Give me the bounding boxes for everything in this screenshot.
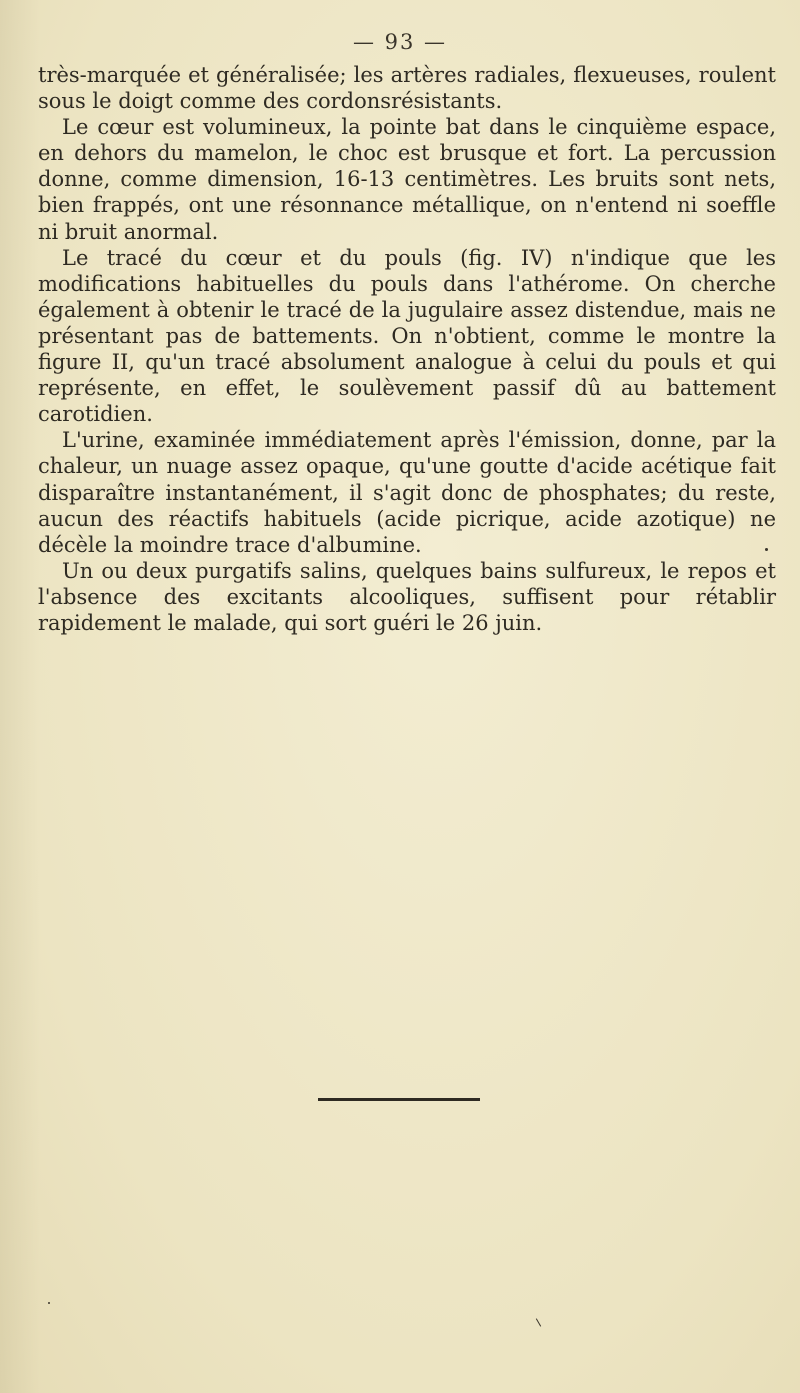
ink-speck — [536, 1318, 541, 1326]
end-rule — [318, 1098, 480, 1101]
paragraph-4: L'urine, examinée immédiatement après l'émission, donne, par la chaleur, un nuage assez opaque, qu'une goutte d'acide acétique fait disparaître instantanément, il s'agit donc de phosphates; du reste, aucun des réactifs habituels (acide picrique, acide azotique) ne décèle la moindre trace d'albumine. — [38, 428, 776, 557]
body-text — [38, 62, 776, 636]
ink-speck — [48, 1302, 50, 1304]
page-number: — 93 — — [352, 30, 448, 54]
ink-speck — [765, 548, 768, 551]
paragraph-2: Le cœur est volumineux, la pointe bat dans le cinquième espace, en dehors du mamelon, le choc est brusque et fort. La percussion donne, comme dimension, 16-13 centimètres. Les bruits sont nets, bien frappés, ont une résonnance métallique, on n'entend ni soeffle ni bruit anormal. — [38, 115, 776, 244]
paragraph-5: Un ou deux purgatifs salins, quelques bains sulfureux, le repos et l'absence des excitants alcooliques, suffisent pour rétablir rapidement le malade, qui sort guéri le 26 juin. — [38, 558, 776, 635]
paragraph-1: très-marquée et généralisée; les artères radiales, flexueuses, roulent sous le doigt comme des cordonsrésistants. — [38, 63, 776, 114]
paragraph-3: Le tracé du cœur et du pouls (fig. IV) n'indique que les modifications habituelles du pouls dans l'athérome. On cherche également à obtenir le tracé de la jugulaire assez distendue, mais ne présentant pas de battements. On n'obtient, comme le montre la figure II, qu'un tracé absolument analogue à celui du pouls et qui représente, en effet, le soulèvement passif dû au battement carotidien. — [38, 245, 776, 427]
